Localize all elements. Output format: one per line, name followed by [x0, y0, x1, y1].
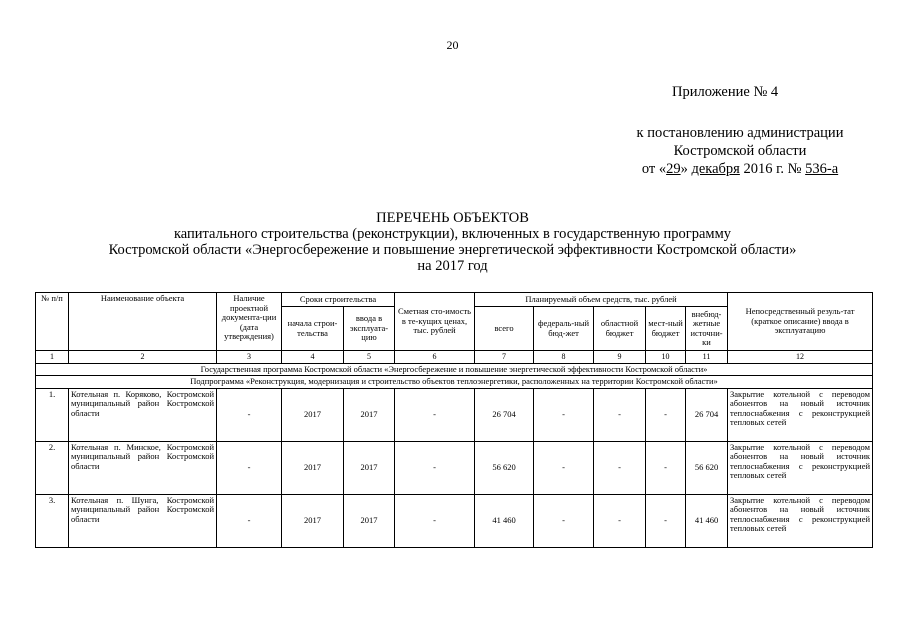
table-row — [36, 494, 873, 547]
resolution-mid: » — [680, 161, 692, 177]
cell-docs: - — [217, 494, 282, 547]
header-num: № п/п — [36, 293, 69, 351]
cell-offbudget: 56 620 — [686, 441, 728, 494]
col-number: 7 — [475, 351, 534, 364]
header-result: Непосредственный резуль-тат (краткое описание) ввода в эксплуатацию — [728, 293, 873, 351]
title-line-3: Костромской области «Энергосбережение и повышение энергетической эффективности Костромской области» — [108, 242, 797, 258]
header-total: всего — [475, 307, 534, 351]
table-row — [36, 441, 873, 494]
resolution-day: 29 — [666, 161, 681, 177]
cell-result: Закрытие котельной с переводом абонентов на новый источник теплоснабжения с реконструкцией тепловых сетей — [728, 494, 873, 547]
header-local: мест-ный бюджет — [646, 307, 686, 351]
resolution-block — [600, 124, 880, 178]
col-number: 11 — [686, 351, 728, 364]
resolution-month: декабря — [691, 161, 740, 177]
document-title — [0, 210, 905, 274]
header-end: ввода в эксплуата-цию — [344, 307, 395, 351]
cell-num: 2. — [36, 441, 69, 494]
cell-start: 2017 — [282, 441, 344, 494]
cell-end: 2017 — [344, 388, 395, 441]
cell-docs: - — [217, 388, 282, 441]
cell-local: - — [646, 441, 686, 494]
cell-end: 2017 — [344, 494, 395, 547]
cell-local: - — [646, 494, 686, 547]
appendix-label: Приложение № 4 — [672, 84, 779, 100]
title-line-1: ПЕРЕЧЕНЬ ОБЪЕКТОВ — [376, 210, 529, 226]
cell-num: 3. — [36, 494, 69, 547]
header-planned: Планируемый объем средств, тыс. рублей — [475, 293, 728, 307]
col-number: 6 — [395, 351, 475, 364]
resolution-line-2: Костромской области — [673, 143, 807, 159]
cell-offbudget: 41 460 — [686, 494, 728, 547]
page-number: 20 — [446, 38, 459, 52]
cell-local: - — [646, 388, 686, 441]
cell-federal: - — [534, 441, 594, 494]
cell-result: Закрытие котельной с переводом абонентов на новый источник теплоснабжения с реконструкцией тепловых сетей — [728, 388, 873, 441]
resolution-from: от « — [641, 161, 667, 177]
resolution-date-line — [600, 160, 880, 178]
cell-regional: - — [594, 388, 646, 441]
table-row — [36, 388, 873, 441]
cell-end: 2017 — [344, 441, 395, 494]
subprogram-row: Подпрограмма «Реконструкция, модернизация и строительство объектов теплоэнергетики, расположенных на территории Костромской области» — [36, 376, 873, 389]
col-number: 5 — [344, 351, 395, 364]
cell-docs: - — [217, 441, 282, 494]
cell-total: 41 460 — [475, 494, 534, 547]
cell-name: Котельная п. Шунга, Костромской муниципальный район Костромской области — [69, 494, 217, 547]
col-number: 1 — [36, 351, 69, 364]
objects-table — [35, 292, 873, 548]
header-name: Наименование объекта — [69, 293, 217, 351]
cell-start: 2017 — [282, 388, 344, 441]
col-number: 2 — [69, 351, 217, 364]
cell-cost: - — [395, 388, 475, 441]
col-number: 3 — [217, 351, 282, 364]
header-docs: Наличие проектной документа-ции (дата утверждения) — [217, 293, 282, 351]
col-number: 12 — [728, 351, 873, 364]
title-line-2: капитального строительства (реконструкции), включенных в государственную программу — [173, 226, 732, 242]
cell-regional: - — [594, 494, 646, 547]
col-number: 8 — [534, 351, 594, 364]
cell-name: Котельная п. Минское, Костромской муниципальный район Костромской области — [69, 441, 217, 494]
resolution-number: 536-а — [805, 161, 839, 177]
cell-regional: - — [594, 441, 646, 494]
col-number: 9 — [594, 351, 646, 364]
cell-total: 26 704 — [475, 388, 534, 441]
header-offbudget: внебюд-жетные источни-ки — [686, 307, 728, 351]
cell-result: Закрытие котельной с переводом абонентов на новый источник теплоснабжения с реконструкцией тепловых сетей — [728, 441, 873, 494]
cell-federal: - — [534, 494, 594, 547]
resolution-line-1: к постановлению администрации — [636, 125, 844, 141]
col-number: 10 — [646, 351, 686, 364]
title-line-4: на 2017 год — [417, 258, 488, 274]
cell-cost: - — [395, 441, 475, 494]
program-row: Государственная программа Костромской области «Энергосбережение и повышение энергетической эффективности Костромской области» — [36, 363, 873, 376]
cell-offbudget: 26 704 — [686, 388, 728, 441]
cell-federal: - — [534, 388, 594, 441]
cell-name: Котельная п. Коряково, Костромской муниципальный район Костромской области — [69, 388, 217, 441]
header-terms: Сроки строительства — [282, 293, 395, 307]
header-cost: Сметная сто-имость в те-кущих ценах, тыс. рублей — [395, 293, 475, 351]
col-number: 4 — [282, 351, 344, 364]
resolution-year: 2016 г. № — [739, 161, 806, 177]
header-start: начала строи-тельства — [282, 307, 344, 351]
cell-num: 1. — [36, 388, 69, 441]
cell-total: 56 620 — [475, 441, 534, 494]
header-regional: областной бюджет — [594, 307, 646, 351]
header-federal: федераль-ный бюд-жет — [534, 307, 594, 351]
cell-cost: - — [395, 494, 475, 547]
cell-start: 2017 — [282, 494, 344, 547]
